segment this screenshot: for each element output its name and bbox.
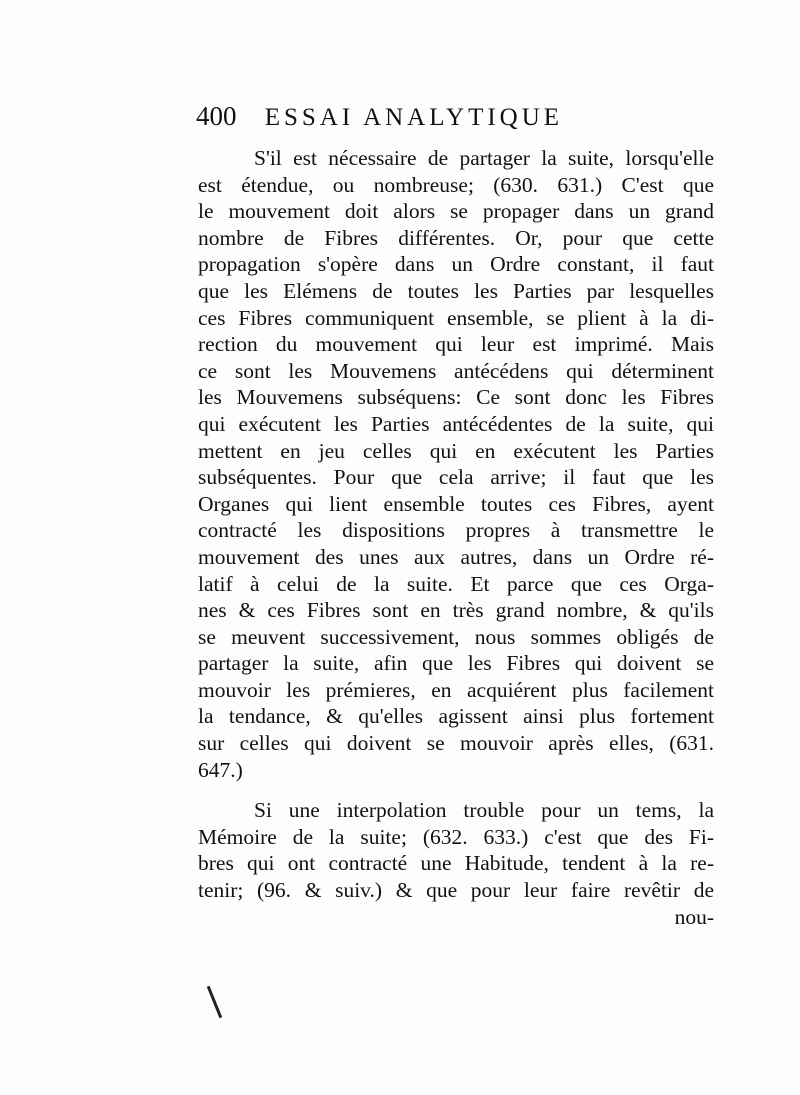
text-line: qui exécutent les Parties antécédentes de la suite, qui (198, 411, 714, 436)
running-title: ESSAI ANALYTIQUE (264, 104, 564, 131)
text-line: Mémoire de la suite; (632. 633.) c'est que des Fi- (198, 824, 714, 849)
text-line: S'il est nécessaire de partager la suite, lorsqu'elle (254, 146, 714, 170)
body-text (198, 145, 714, 930)
ink-stroke-mark (207, 986, 223, 1019)
text-line: mouvement des unes aux autres, dans un Ordre ré- (198, 544, 714, 569)
text-line: ce sont les Mouvemens antécédens qui déterminent (198, 358, 714, 383)
text-line: mouvoir les prémieres, en acquiérent plus facilement (198, 677, 714, 702)
text-line: propagation s'opère dans un Ordre constant, il faut (198, 252, 714, 277)
page-number: 400 (196, 101, 237, 131)
text-line: Si une interpolation trouble pour un tems, la (254, 798, 714, 823)
text-line: mettent en jeu celles qui en exécutent les Parties (198, 438, 714, 463)
text-line: ces Fibres communiquent ensemble, se plient à la di- (198, 305, 714, 330)
text-line: Organes qui lient ensemble toutes ces Fibres, ayent (198, 491, 714, 516)
running-head (196, 96, 636, 136)
text-line: 647.) (198, 757, 243, 782)
text-line: les Mouvemens subséquens: Ce sont donc les Fibres (198, 385, 714, 410)
text-line: partager la suite, afin que les Fibres qui doivent se (198, 651, 714, 676)
text-line: contracté les dispositions propres à transmettre le (198, 518, 714, 543)
text-line: nes & ces Fibres sont en très grand nombre, & qu'ils (198, 598, 714, 623)
text-line: se meuvent successivement, nous sommes obligés de (198, 624, 714, 649)
text-line: tenir; (96. & suiv.) & que pour leur faire revêtir de (198, 878, 714, 903)
catchword: nou- (674, 904, 714, 929)
text-line: le mouvement doit alors se propager dans un grand (198, 199, 714, 224)
text-line: nombre de Fibres différentes. Or, pour que cette (198, 225, 714, 250)
text-line: sur celles qui doivent se mouvoir après elles, (631. (198, 731, 714, 756)
text-line: est étendue, ou nombreuse; (630. 631.) C'est que (198, 172, 714, 197)
text-line: latif à celui de la suite. Et parce que ces Orga- (198, 571, 714, 596)
paragraph-gap (198, 783, 714, 797)
text-line: rection du mouvement qui leur est imprimé. Mais (198, 332, 714, 357)
text-line: subséquentes. Pour que cela arrive; il faut que les (198, 465, 714, 490)
text-line: que les Elémens de toutes les Parties par lesquelles (198, 278, 714, 303)
text-line: bres qui ont contracté une Habitude, tendent à la re- (198, 851, 714, 876)
text-line: la tendance, & qu'elles agissent ainsi plus fortement (198, 704, 714, 729)
